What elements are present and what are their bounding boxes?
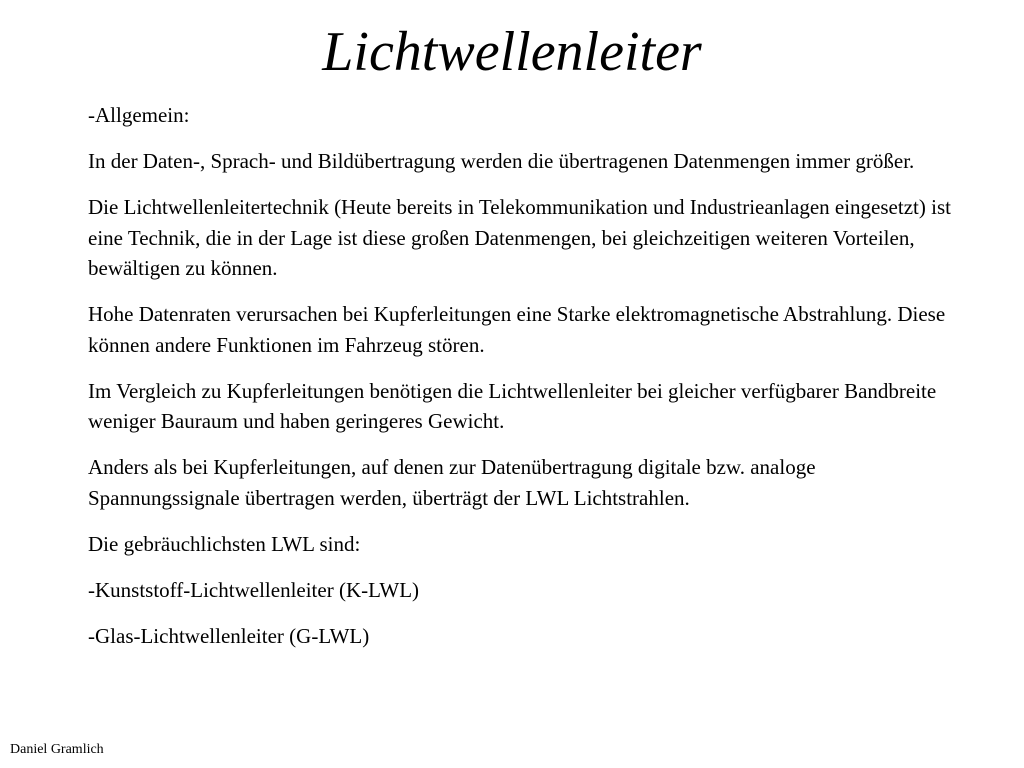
slide-body	[88, 100, 968, 667]
paragraph-abstrahlung: Hohe Datenraten verursachen bei Kupferleitungen eine Starke elektromagnetische Abstrahlung. Diese können andere Funktionen im Fahrzeug stören.	[88, 302, 946, 357]
paragraph-lichtstrahlen: Anders als bei Kupferleitungen, auf denen zur Datenübertragung digitale bzw. analoge Spannungssignale übertragen werden, überträgt der LWL Lichtstrahlen.	[88, 455, 816, 510]
paragraph-heading-allgemein: -Allgemein:	[88, 103, 190, 127]
list-item-g-lwl: -Glas-Lichtwellenleiter (G-LWL)	[88, 623, 370, 648]
footer-author: Daniel Gramlich	[10, 742, 104, 757]
list-item-k-lwl: -Kunststoff-Lichtwellenleiter (K-LWL)	[88, 577, 420, 602]
paragraph-lwl-technik: Die Lichtwellenleitertechnik (Heute bereits in Telekommunikation und Industrieanlagen eingesetzt) ist eine Technik, die in der Lage ist diese großen Datenmengen, bei gleichzeitigen weiteren Vorteilen, bewältigen zu können.	[88, 195, 951, 280]
paragraph-datenmengen: In der Daten-, Sprach- und Bildübertragung werden die übertragenen Datenmengen immer größer.	[88, 149, 915, 173]
slide-title: Lichtwellenleiter	[322, 21, 702, 83]
paragraph-gebraeuchlichste: Die gebräuchlichsten LWL sind:	[88, 531, 361, 556]
paragraph-vergleich: Im Vergleich zu Kupferleitungen benötigen die Lichtwellenleiter bei gleicher verfügbarer Bandbreite weniger Bauraum und haben geringeres Gewicht.	[88, 378, 937, 433]
